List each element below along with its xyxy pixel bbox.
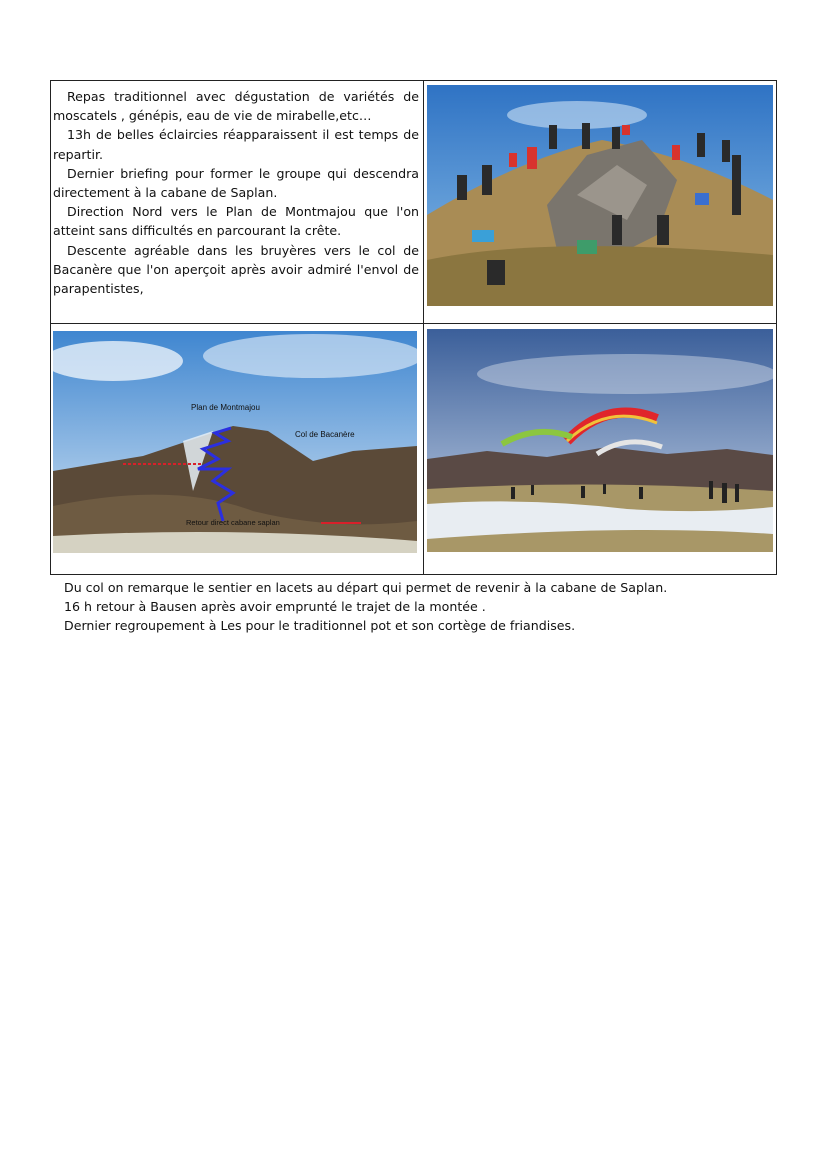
map-label-retour: Retour direct cabane saplan [186,518,280,527]
paragraph-direction-nord: Direction Nord vers le Plan de Montmajou que l'on atteint sans difficultés en parcourant la crête. [53,204,419,239]
photo-paragliders [427,329,773,552]
map-label-summit: Plan de Montmajou [191,403,260,412]
paragraph-retour-bausen: 16 h retour à Bausen après avoir emprunté le trajet de la montée . [64,599,486,614]
paragraph-descente: Descente agréable dans les bruyères vers le col de Bacanère que l'on aperçoit après avoir admiré l'envol de parapentistes, [53,242,419,297]
table-divider-horizontal [51,323,776,324]
map-label-col: Col de Bacanère [295,430,355,439]
closing-text [56,578,776,635]
paragraph-repas: Repas traditionnel avec dégustation de variétés de moscatels , génépis, eau de vie de mirabelle,etc… [53,89,419,124]
table-divider-vertical [423,81,424,574]
paragraph-col: Du col on remarque le sentier en lacets au départ qui permet de revenir à la cabane de Saplan. [64,580,668,595]
paragraph-regroupement: Dernier regroupement à Les pour le traditionnel pot et son cortège de friandises. [64,618,576,633]
paragraph-eclaircies: 13h de belles éclaircies réapparaissent il est temps de repartir. [53,127,419,162]
intro-text [53,87,419,298]
photo-group-summit [427,85,773,306]
layout-table [50,80,777,575]
photo-route-map [53,331,417,553]
paragraph-briefing: Dernier briefing pour former le groupe qui descendra directement à la cabane de Saplan. [53,165,419,201]
